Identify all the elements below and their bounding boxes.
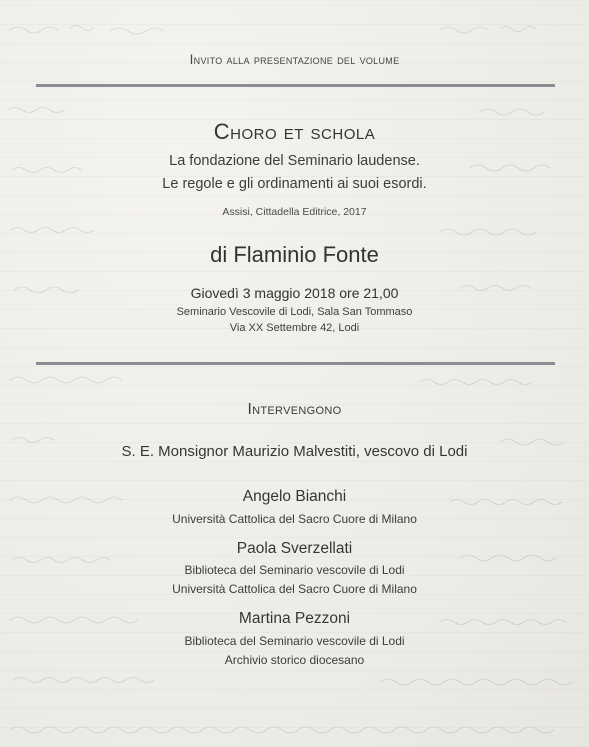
book-author: di Flaminio Fonte — [210, 242, 379, 267]
guest-of-honor: S. E. Monsignor Maurizio Malvestiti, vescovo di Lodi — [121, 443, 468, 460]
speakers-heading: Intervengono — [247, 401, 342, 418]
top-divider — [36, 84, 555, 87]
event-date: Giovedì 3 maggio 2018 ore 21,00 — [190, 285, 399, 301]
speaker-name: Paola Sverzellati — [236, 540, 353, 557]
book-subtitle-line2: Le regole e gli ordinamenti ai suoi esordi. — [162, 176, 427, 192]
speaker-affiliation: Biblioteca del Seminario vescovile di Lodi — [184, 634, 405, 648]
book-subtitle-line1: La fondazione del Seminario laudense. — [169, 153, 420, 169]
speaker-affiliation: Biblioteca del Seminario vescovile di Lodi — [184, 563, 405, 577]
book-title: Choro et schola — [213, 119, 376, 144]
speaker-affiliation: Università Cattolica del Sacro Cuore di Milano — [172, 512, 417, 526]
speaker-name: Martina Pezzoni — [238, 610, 351, 627]
book-publisher: Assisi, Cittadella Editrice, 2017 — [222, 206, 367, 218]
speaker-affiliation: Archivio storico diocesano — [224, 653, 365, 667]
event-venue-line1: Seminario Vescovile di Lodi, Sala San Tommaso — [176, 306, 413, 318]
speaker-name: Angelo Bianchi — [242, 488, 347, 505]
middle-divider — [36, 362, 555, 365]
event-venue-line2: Via XX Settembre 42, Lodi — [229, 322, 360, 334]
invite-heading: Invito alla presentazione del volume — [189, 52, 400, 67]
speaker-affiliation: Università Cattolica del Sacro Cuore di Milano — [172, 582, 417, 596]
